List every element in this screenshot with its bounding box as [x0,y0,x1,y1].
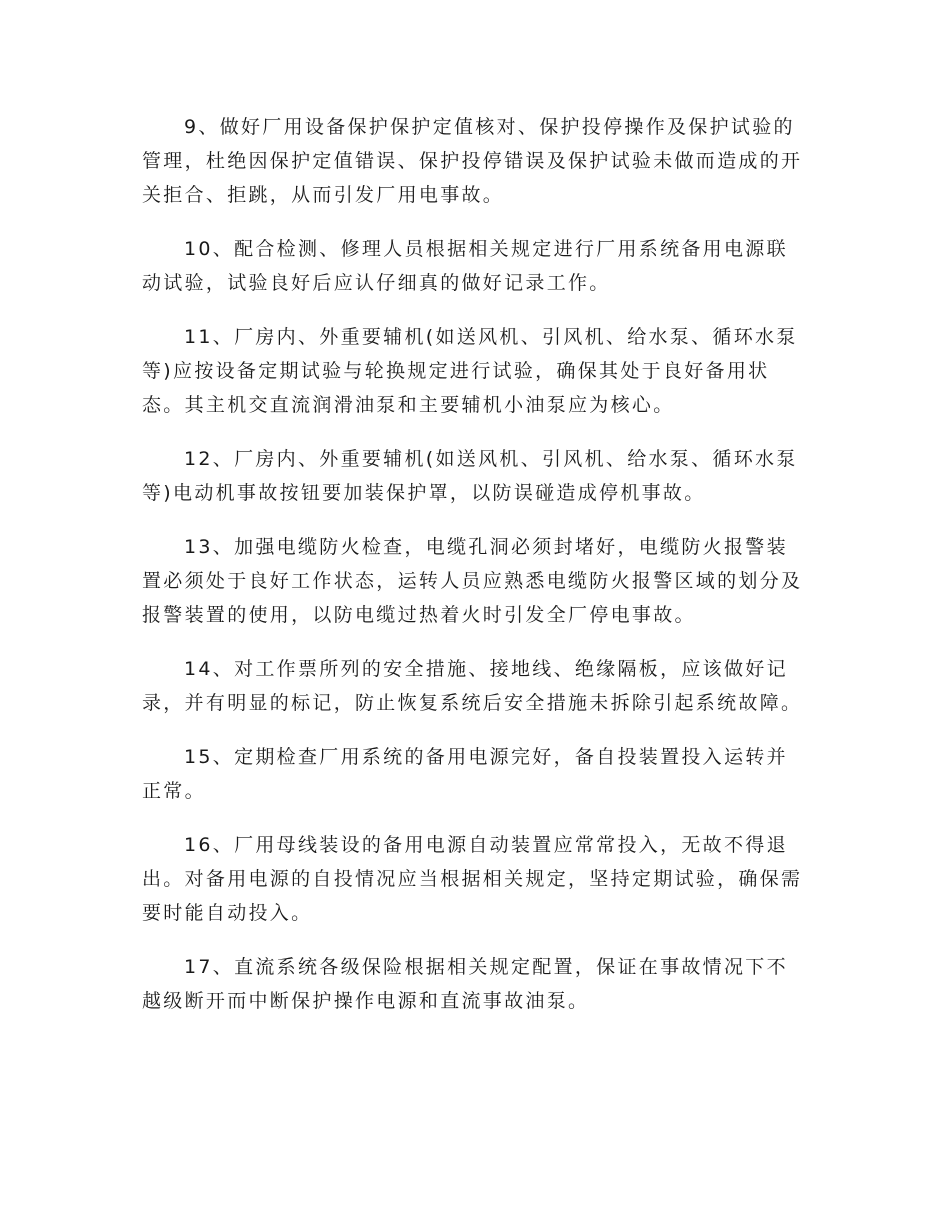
paragraph-item-15: 15、定期检查厂用系统的备用电源完好，备自投装置投入运转并正常。 [142,746,788,802]
document-body [142,110,808,1038]
paragraph-item-16: 16、厂用母线装设的备用电源自动装置应常常投入，无故不得退出。对备用电源的自投情况应当根据相关规定，坚持定期试验，确保需要时能自动投入。 [142,834,803,924]
paragraph-item-13: 13、加强电缆防火检查，电缆孔洞必须封堵好，电缆防火报警装置必须处于良好工作状态，运转人员应熟悉电缆防火报警区域的划分及报警装置的使用，以防电缆过热着火时引发全厂停电事故。 [142,536,803,626]
paragraph-item-11: 11、厂房内、外重要辅机(如送风机、引风机、给水泵、循环水泵等)应按设备定期试验与轮换规定进行试验，确保其处于良好备用状态。其主机交直流润滑油泵和主要辅机小油泵应为核心。 [142,326,798,416]
paragraph-item-10: 10、配合检测、修理人员根据相关规定进行厂用系统备用电源联动试验，试验良好后应认仔细真的做好记录工作。 [142,238,788,294]
paragraph-item-17: 17、直流系统各级保险根据相关规定配置，保证在事故情况下不越级断开而中断保护操作电源和直流事故油泵。 [142,956,788,1012]
paragraph-item-12: 12、厂房内、外重要辅机(如送风机、引风机、给水泵、循环水泵等)电动机事故按钮要加装保护罩，以防误碰造成停机事故。 [142,448,798,504]
paragraph-item-14: 14、对工作票所列的安全措施、接地线、绝缘隔板，应该做好记录，并有明显的标记，防止恢复系统后安全措施未拆除引起系统故障。 [142,658,803,714]
paragraph-item-9: 9、做好厂用设备保护保护定值核对、保护投停操作及保护试验的管理，杜绝因保护定值错误、保护投停错误及保护试验未做而造成的开关拒合、拒跳，从而引发厂用电事故。 [142,116,803,206]
